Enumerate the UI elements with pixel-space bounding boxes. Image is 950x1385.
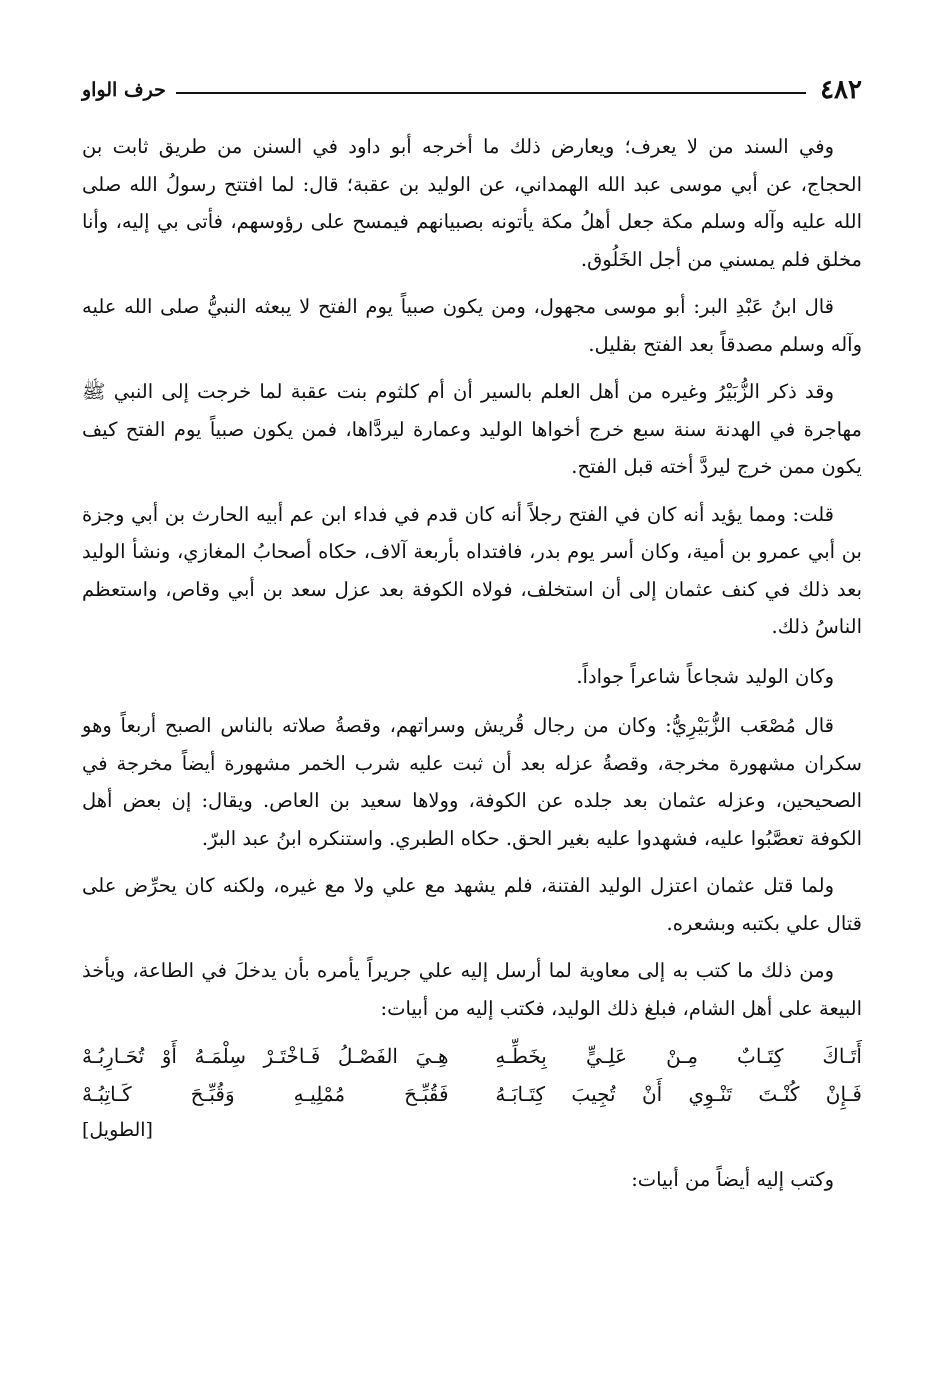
verse-1-second-hemistich: هِـيَ الفَصْـلُ فَـاخْتَـرْ سِلْمَـهُ أَوْ تُحَـارِبُـهْ	[82, 1044, 449, 1068]
paragraph-2: قال ابنُ عَبْدِ البر: أبو موسى مجهول، ومن يكون صبياً يوم الفتح لا يبعثه النبيُّ صلى الله عليه وآله وسلم مصدقاً بعد الفتح بقليل.	[82, 295, 862, 356]
poem	[82, 1037, 862, 1147]
page-body	[82, 128, 862, 1209]
paragraph-5: وكان الوليد شجاعاً شاعراً جواداً.	[576, 664, 834, 688]
verse-line-1	[82, 1037, 862, 1075]
verse-2-second-hemistich: فَقُبِّـحَ مُمْلِيـهِ وَقُبِّـحَ كَـاتِبُـهْ	[82, 1082, 449, 1106]
paragraph-6: قال مُصْعَب الزُّبَيْرِيُّ: وكان من رجال قُريش وسراتهم، وقصةُ صلاته بالناس الصبح أربعاً وهو سكران مشهورة مخرجة، وقصةُ عزله بعد أن ثبت عليه شرب الخمر مشهورة أيضاً مخرجة في الصحيحين، وعزله عثمان بعد جلده عن الكوفة، وولاها سعيد بن العاص. ويقال: إن بعض أهل الكوفة تعصَّبُوا عليه، فشهدوا عليه بغير الحق. حكاه الطبري. واستنكره ابنُ عبد البرّ.	[82, 714, 862, 850]
paragraph-3: وقد ذكر الزُّبَيْرُ وغيره من أهل العلم بالسير أن أم كلثوم بنت عقبة لما خرجت إلى النبي ﷺ مهاجرة في الهدنة سنة سبع خرج أخواها الوليد وعمارة ليردَّاها، فمن يكون صبياً يوم الفتح كيف يكون ممن خرج ليردَّ أخته قبل الفتح.	[82, 380, 862, 478]
page-number: ٤٨٢	[820, 75, 862, 105]
paragraph-4: قلت: ومما يؤيد أنه كان في الفتح رجلاً أنه كان قدم في فداء ابن عم أبيه الحارث بن أبي وجزة بن أبي عمرو بن أمية، وكان أسر يوم بدر، فافتداه بأربعة آلاف، حكاه أصحابُ المغازي، ونشأ الوليد بعد ذلك في كنف عثمان إلى أن استخلف، فولاه الكوفة بعد عزل سعد بن أبي وقاص، واستعظم الناسُ ذلك.	[82, 502, 862, 638]
poem-meter-label: [الطويل]	[82, 1119, 153, 1141]
paragraph-1: وفي السند من لا يعرف؛ ويعارض ذلك ما أخرجه أبو داود في السنن من طريق ثابت بن الحجاج، عن أبي موسى عبد الله الهمداني، عن الوليد بن عقبة؛ قال: لما افتتح رسولُ الله صلى الله عليه وآله وسلم مكة جعل أهلُ مكة يأتونه بصبيانهم فيمسح على رؤوسهم، فأتى بي إليه، وأنا مخلق فلم يمسني من أجل الخَلُوق.	[82, 135, 862, 271]
paragraph-8: ومن ذلك ما كتب به إلى معاوية لما أرسل إليه علي جريراً يأمره بأن يدخلَ في الطاعة، ويأخذ البيعة على أهل الشام، فبلغ ذلك الوليد، فكتب إليه من أبيات:	[82, 959, 862, 1020]
header-rule	[176, 92, 806, 94]
verse-1-first-hemistich: أَتَـاكَ كِتَـابٌ مِـنْ عَلِـيٍّ بِخَطِّـهِ	[495, 1044, 862, 1068]
section-title: حرف الواو	[82, 79, 166, 101]
verse-line-2	[82, 1075, 862, 1113]
closing-paragraph: وكتب إليه أيضاً من أبيات:	[631, 1168, 834, 1191]
paragraph-7: ولما قتل عثمان اعتزل الوليد الفتنة، فلم يشهد مع علي ولا مع غيره، ولكنه كان يحرِّض على قتال علي بكتبه وبشعره.	[82, 874, 862, 935]
verse-2-first-hemistich: فَـإِنْ كُنْـتَ تَنْـوِي أَنْ تُجِيبَ كِتَـابَـهُ	[495, 1082, 862, 1106]
page-header	[82, 70, 862, 110]
